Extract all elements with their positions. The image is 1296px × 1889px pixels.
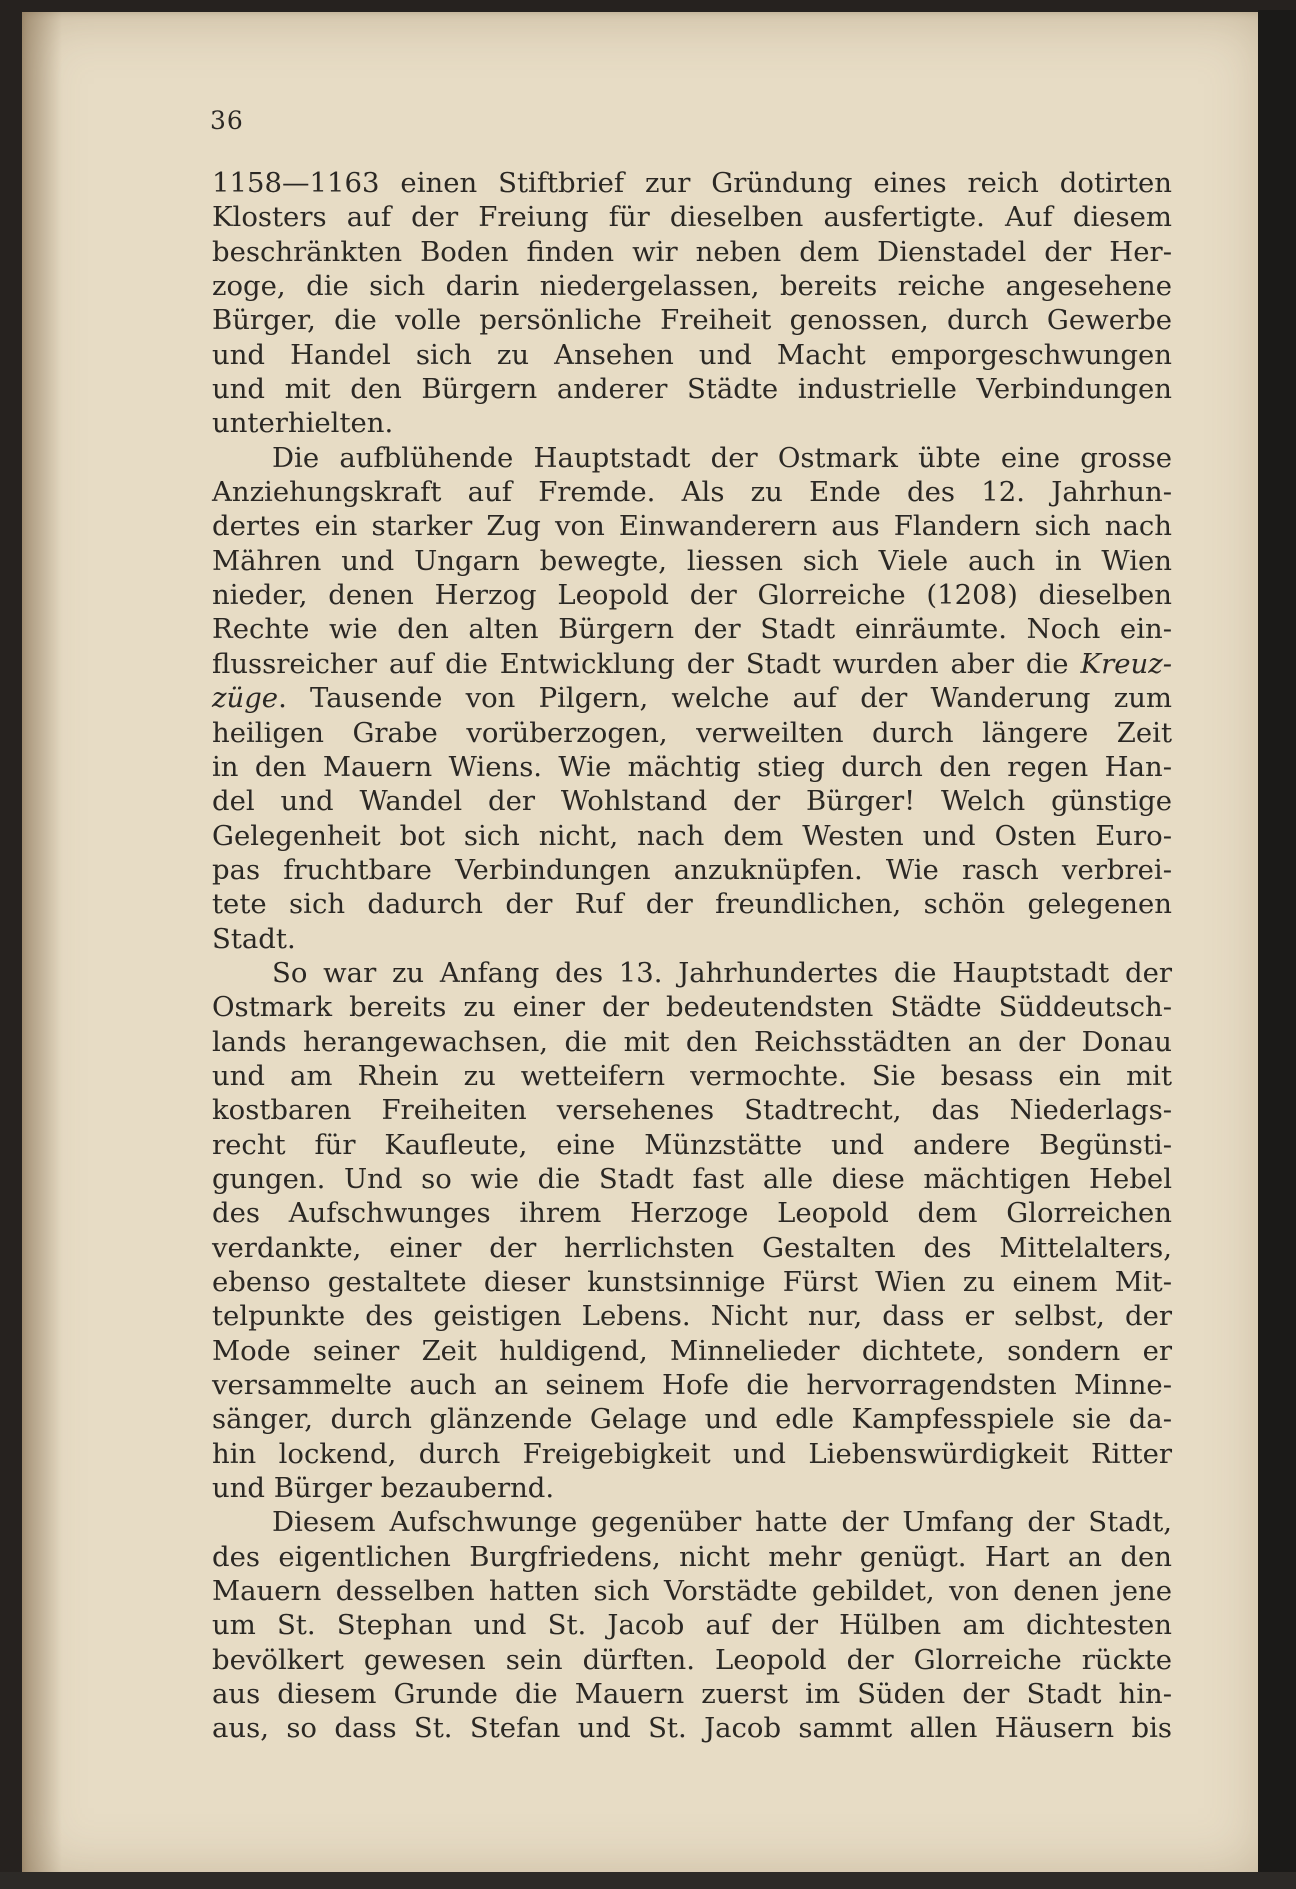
italic-term: Kreuz-	[1080, 647, 1172, 680]
text-line: verdankte, einer der herrlichsten Gestalten des Mittelalters,	[212, 1231, 1172, 1264]
spine-shadow	[22, 12, 62, 1880]
text-line: aus diesem Grunde die Mauern zuerst im Süden der Stadt hin-	[212, 1678, 1172, 1711]
text-line: lands herangewachsen, die mit den Reichsstädten an der Donau	[212, 1025, 1172, 1058]
text-line: gungen. Und so wie die Stadt fast alle diese mächtigen Hebel	[212, 1162, 1172, 1195]
text-line: tete sich dadurch der Ruf der freundlichen, schön gelegenen	[212, 888, 1172, 921]
text-line: Mauern desselben hatten sich Vorstädte gebildet, von denen jene	[212, 1575, 1172, 1608]
text-line: sänger, durch glänzende Gelage und edle Kampfesspiele sie da-	[212, 1403, 1172, 1436]
text-line: und am Rhein zu wetteifern vermochte. Sie besass ein mit	[212, 1059, 1172, 1092]
text-line: recht für Kaufleute, eine Münzstätte und andere Begünsti-	[212, 1128, 1172, 1161]
paragraph-start-line: So war zu Anfang des 13. Jahrhundertes die Hauptstadt der	[272, 956, 1172, 989]
text-line: pas fruchtbare Verbindungen anzuknüpfen. Wie rasch verbrei-	[212, 853, 1172, 886]
page-edge-right	[1258, 10, 1296, 1882]
text-line: Bürger, die volle persönliche Freiheit genossen, durch Gewerbe	[212, 304, 1172, 337]
text-line: Mähren und Ungarn bewegte, liessen sich Viele auch in Wien	[212, 544, 1172, 577]
text-line: beschränkten Boden finden wir neben dem Dienstadel der Her-	[212, 235, 1172, 268]
text-line: Klosters auf der Freiung für dieselben ausfertigte. Auf diesem	[212, 201, 1172, 234]
text-line: heiligen Grabe vorüberzogen, verweilten durch längere Zeit	[212, 716, 1172, 749]
page-edge-bottom	[0, 1872, 1296, 1889]
text-line: Gelegenheit bot sich nicht, nach dem Westen und Osten Euro-	[212, 819, 1172, 852]
page-number: 36	[210, 106, 244, 135]
text-line: Stadt.	[212, 922, 296, 955]
text-line: dertes ein starker Zug von Einwanderern aus Flandern sich nach	[212, 510, 1172, 543]
text-line: um St. Stephan und St. Jacob auf der Hülben am dichtesten	[212, 1609, 1172, 1642]
text-line: kostbaren Freiheiten versehenes Stadtrecht, das Niederlags-	[212, 1094, 1172, 1127]
text-line: nieder, denen Herzog Leopold der Glorreiche (1208) dieselben	[212, 579, 1172, 612]
text-line: bevölkert gewesen sein dürften. Leopold der Glorreiche rückte	[212, 1643, 1172, 1676]
text-line: des Aufschwunges ihrem Herzoge Leopold dem Glorreichen	[212, 1197, 1172, 1230]
text-line-with-italic	[212, 681, 1172, 715]
paragraph-start-line: Diesem Aufschwunge gegenüber hatte der Umfang der Stadt,	[272, 1506, 1172, 1539]
text-line: aus, so dass St. Stefan und St. Jacob sammt allen Häusern bis	[212, 1712, 1172, 1745]
text-line: telpunkte des geistigen Lebens. Nicht nur, dass er selbst, der	[212, 1300, 1172, 1333]
text-fragment: . Tausende von Pilgern, welche auf der Wanderung zum	[278, 682, 1172, 715]
text-line: und Bürger bezaubernd.	[212, 1472, 555, 1505]
text-line: unterhielten.	[212, 407, 394, 440]
text-fragment: flussreicher auf die Entwicklung der Stadt wurden aber die	[212, 647, 1081, 680]
italic-term: züge	[212, 682, 279, 715]
text-line: des eigentlichen Burgfriedens, nicht mehr genügt. Hart an den	[212, 1540, 1172, 1573]
text-line: und Handel sich zu Ansehen und Macht emporgeschwungen	[212, 338, 1172, 371]
text-line: Rechte wie den alten Bürgern der Stadt einräumte. Noch ein-	[212, 613, 1172, 646]
text-line-with-italic	[212, 647, 1172, 681]
text-line: zoge, die sich darin niedergelassen, bereits reiche angesehene	[212, 270, 1172, 303]
text-line: Anziehungskraft auf Fremde. Als zu Ende des 12. Jahrhun-	[212, 476, 1172, 509]
paragraph-start-line: Die aufblühende Hauptstadt der Ostmark übte eine grosse	[272, 441, 1172, 474]
text-line: del und Wandel der Wohlstand der Bürger! Welch günstige	[212, 785, 1172, 818]
text-line: hin lockend, durch Freigebigkeit und Liebenswürdigkeit Ritter	[212, 1437, 1172, 1470]
text-line: versammelte auch an seinem Hofe die hervorragendsten Minne-	[212, 1369, 1172, 1402]
text-line: 1158—1163 einen Stiftbrief zur Gründung eines reich dotirten	[212, 167, 1172, 199]
text-line: und mit den Bürgern anderer Städte industrielle Verbindungen	[212, 373, 1172, 406]
text-line: Ostmark bereits zu einer der bedeutendsten Städte Süddeutsch-	[212, 991, 1172, 1024]
text-line: Mode seiner Zeit huldigend, Minnelieder dichtete, sondern er	[212, 1334, 1172, 1367]
body-text	[212, 166, 1172, 1746]
text-line: in den Mauern Wiens. Wie mächtig stieg durch den regen Han-	[212, 750, 1172, 783]
text-line: ebenso gestaltete dieser kunstsinnige Fürst Wien zu einem Mit-	[212, 1266, 1172, 1298]
